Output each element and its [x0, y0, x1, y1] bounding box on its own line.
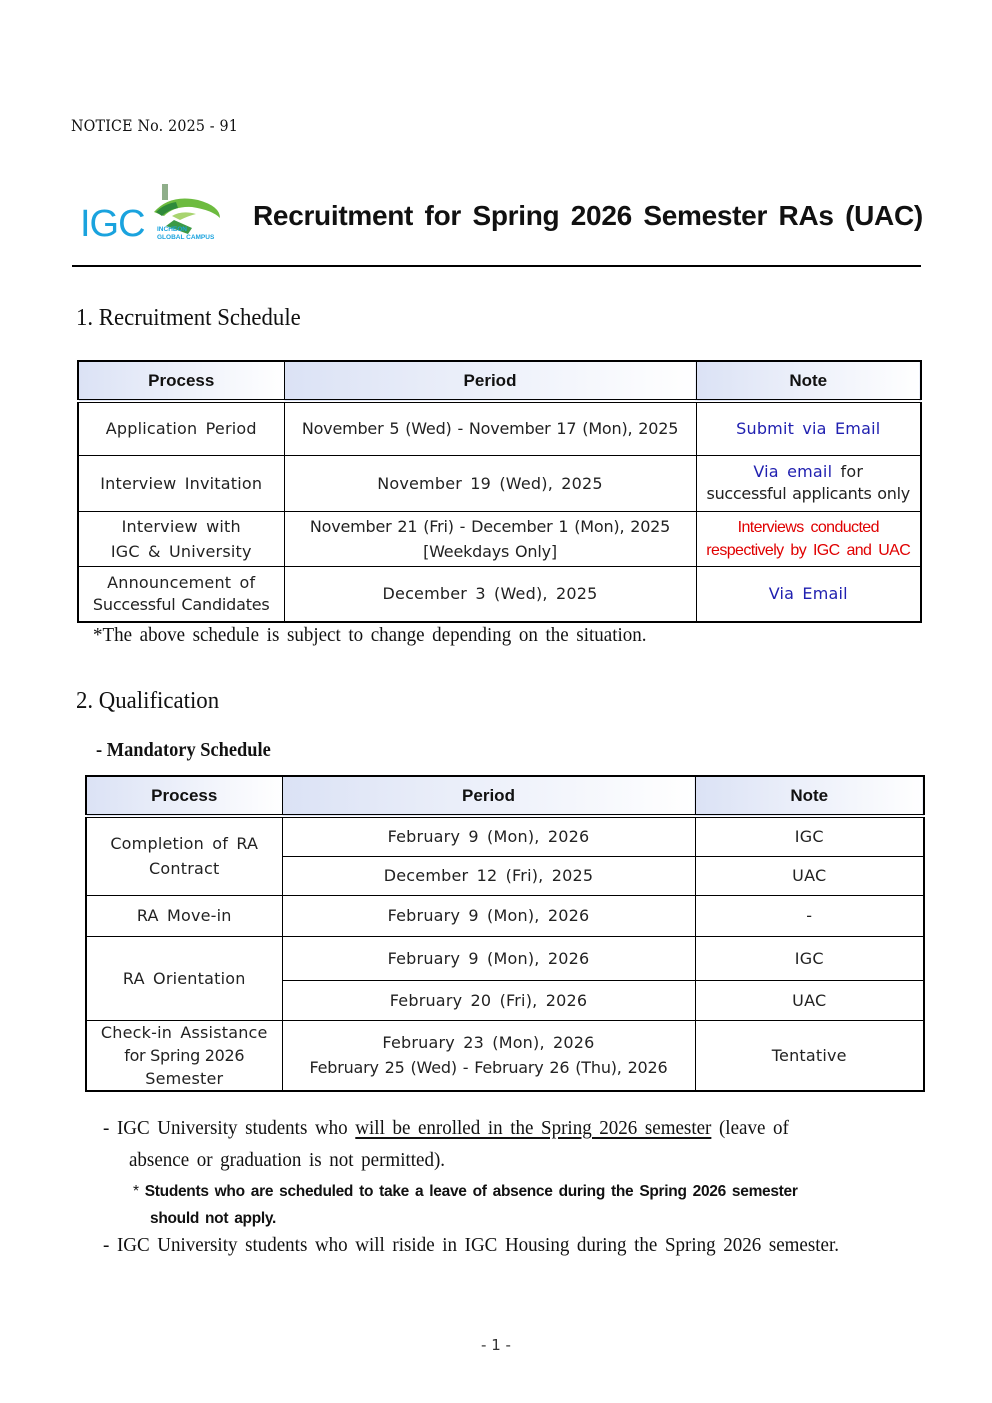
- process-cell: [78, 511, 284, 566]
- column-header-note: Note: [695, 776, 924, 816]
- note-text: Via Email: [768, 584, 848, 604]
- bullet-underlined-text: will be enrolled in the Spring 2026 semester: [355, 1117, 712, 1139]
- table-row: [86, 1020, 924, 1091]
- bullet-dash: -: [103, 1234, 110, 1256]
- process-cell: [86, 895, 282, 936]
- process-text: RA Orientation: [122, 968, 246, 988]
- logo-tower-icon: [162, 184, 168, 200]
- section-heading-recruitment-schedule: 1. Recruitment Schedule: [76, 305, 301, 331]
- leave-of-absence-note: [133, 1183, 798, 1201]
- table-row: [78, 511, 921, 566]
- period-text: February 9 (Mon), 2026: [387, 948, 590, 968]
- process-text-line3: Semester: [145, 1068, 224, 1088]
- igc-logo: [80, 182, 225, 244]
- period-text: November 5 (Wed) - November 17 (Mon), 2025: [301, 419, 679, 439]
- column-header-period: Period: [282, 776, 695, 816]
- period-text: February 9 (Mon), 2026: [387, 827, 590, 847]
- recruitment-schedule-table: [77, 360, 922, 623]
- period-text: November 19 (Wed), 2025: [377, 473, 603, 493]
- table-row: [78, 455, 921, 511]
- note-asterisk: *: [133, 1183, 139, 1200]
- period-text: December 3 (Wed), 2025: [382, 584, 598, 604]
- process-cell: [78, 455, 284, 511]
- subheading-mandatory-schedule: - Mandatory Schedule: [96, 739, 271, 761]
- process-text-line2: IGC & University: [110, 541, 252, 561]
- note-warning-line1: Interviews conducted: [737, 518, 879, 536]
- qualification-bullet-enrollment: [103, 1117, 789, 1140]
- period-text-line1: February 23 (Mon), 2026: [382, 1033, 595, 1052]
- table-header-row: [86, 776, 924, 816]
- note-cell: [695, 936, 924, 980]
- note-cell: [695, 980, 924, 1020]
- period-text-line2: February 25 (Wed) - February 26 (Thu), 2026: [309, 1058, 668, 1077]
- table-row: [86, 816, 924, 856]
- process-text-line1: Completion of RA: [110, 834, 259, 854]
- logo-subtext-1: INCHEON: [157, 226, 187, 233]
- period-cell: [282, 936, 695, 980]
- period-cell: [282, 980, 695, 1020]
- section-heading-qualification: 2. Qualification: [76, 688, 220, 714]
- note-cell: [695, 895, 924, 936]
- note-cell: [696, 401, 921, 455]
- process-text-line1: Interview with: [121, 516, 241, 536]
- process-cell: [86, 816, 282, 895]
- bullet-text-suffix: (leave of: [711, 1117, 789, 1139]
- note-cell: [696, 511, 921, 566]
- logo-text: IGC: [80, 203, 145, 244]
- note-text-link: Via email: [753, 462, 833, 481]
- column-header-process: Process: [86, 776, 282, 816]
- column-header-process: Process: [78, 361, 284, 401]
- note-text: -: [806, 906, 813, 925]
- table-header-row: [78, 361, 921, 401]
- table-row: [78, 401, 921, 455]
- table-row: [86, 936, 924, 980]
- period-cell: [284, 455, 696, 511]
- note-text: IGC: [794, 948, 824, 968]
- note-text: UAC: [792, 866, 827, 885]
- process-cell: [86, 936, 282, 1020]
- table-row: [86, 895, 924, 936]
- page-number: - 1 -: [481, 1336, 511, 1354]
- column-header-note: Note: [696, 361, 921, 401]
- note-text: for: [840, 462, 864, 481]
- column-header-period: Period: [284, 361, 696, 401]
- note-cell: [696, 566, 921, 622]
- process-cell: [78, 566, 284, 622]
- process-cell: [86, 1020, 282, 1091]
- note-text-line1: Students who are scheduled to take a leave of absence during the Spring 2026 semester: [144, 1183, 798, 1200]
- process-text-line1: Check-in Assistance: [100, 1022, 268, 1042]
- process-text-line2: for Spring 2026: [124, 1045, 245, 1065]
- period-cell: [282, 856, 695, 895]
- notice-number: NOTICE No. 2025 - 91: [71, 117, 239, 135]
- note-cell: [696, 455, 921, 511]
- process-text: Application Period: [105, 419, 257, 439]
- note-text-line2: successful applicants only: [706, 484, 910, 503]
- period-text-line2: [Weekdays Only]: [423, 541, 557, 561]
- process-text-line1: Announcement of: [107, 572, 256, 592]
- note-text: Submit via Email: [736, 419, 881, 439]
- process-cell: [78, 401, 284, 455]
- logo-graphic: [80, 182, 225, 244]
- period-cell: [282, 816, 695, 856]
- bullet-text: IGC University students who: [116, 1117, 356, 1139]
- note-cell: [695, 856, 924, 895]
- logo-inner-arc-icon: [172, 212, 196, 220]
- period-text-line1: November 21 (Fri) - December 1 (Mon), 2025: [309, 516, 671, 536]
- qualification-bullet-enrollment-continued: absence or graduation is not permitted).: [129, 1149, 446, 1171]
- period-cell: [284, 401, 696, 455]
- bullet-text: IGC University students who will riside in IGC Housing during the Spring 2026 semester.: [116, 1234, 840, 1256]
- note-cell: [695, 1020, 924, 1091]
- process-text: RA Move-in: [136, 906, 232, 925]
- note-warning-line2: respectively by IGC and UAC: [706, 541, 911, 559]
- process-text: Interview Invitation: [100, 473, 263, 493]
- period-cell: [284, 566, 696, 622]
- bullet-dash: -: [103, 1117, 110, 1139]
- note-cell: [695, 816, 924, 856]
- period-text: February 9 (Mon), 2026: [387, 906, 590, 925]
- page-title: Recruitment for Spring 2026 Semester RAs (UAC): [253, 200, 923, 231]
- note-text: UAC: [792, 990, 827, 1010]
- table-row: [78, 566, 921, 622]
- note-text: IGC: [794, 827, 824, 847]
- qualification-bullet-housing: [103, 1234, 839, 1257]
- note-text: Tentative: [771, 1045, 847, 1065]
- schedule-footnote: *The above schedule is subject to change depending on the situation.: [93, 624, 647, 646]
- period-text: December 12 (Fri), 2025: [383, 866, 594, 885]
- leave-of-absence-note-line2: should not apply.: [150, 1210, 277, 1227]
- process-text-line2: Contract: [149, 859, 220, 879]
- logo-subtext-2: GLOBAL CAMPUS: [157, 234, 215, 241]
- period-cell: [282, 895, 695, 936]
- period-cell: [284, 511, 696, 566]
- period-text: February 20 (Fri), 2026: [389, 990, 588, 1010]
- period-cell: [282, 1020, 695, 1091]
- title-divider: [72, 265, 921, 267]
- process-text-line2: Successful Candidates: [92, 594, 270, 614]
- mandatory-schedule-table: [85, 775, 925, 1092]
